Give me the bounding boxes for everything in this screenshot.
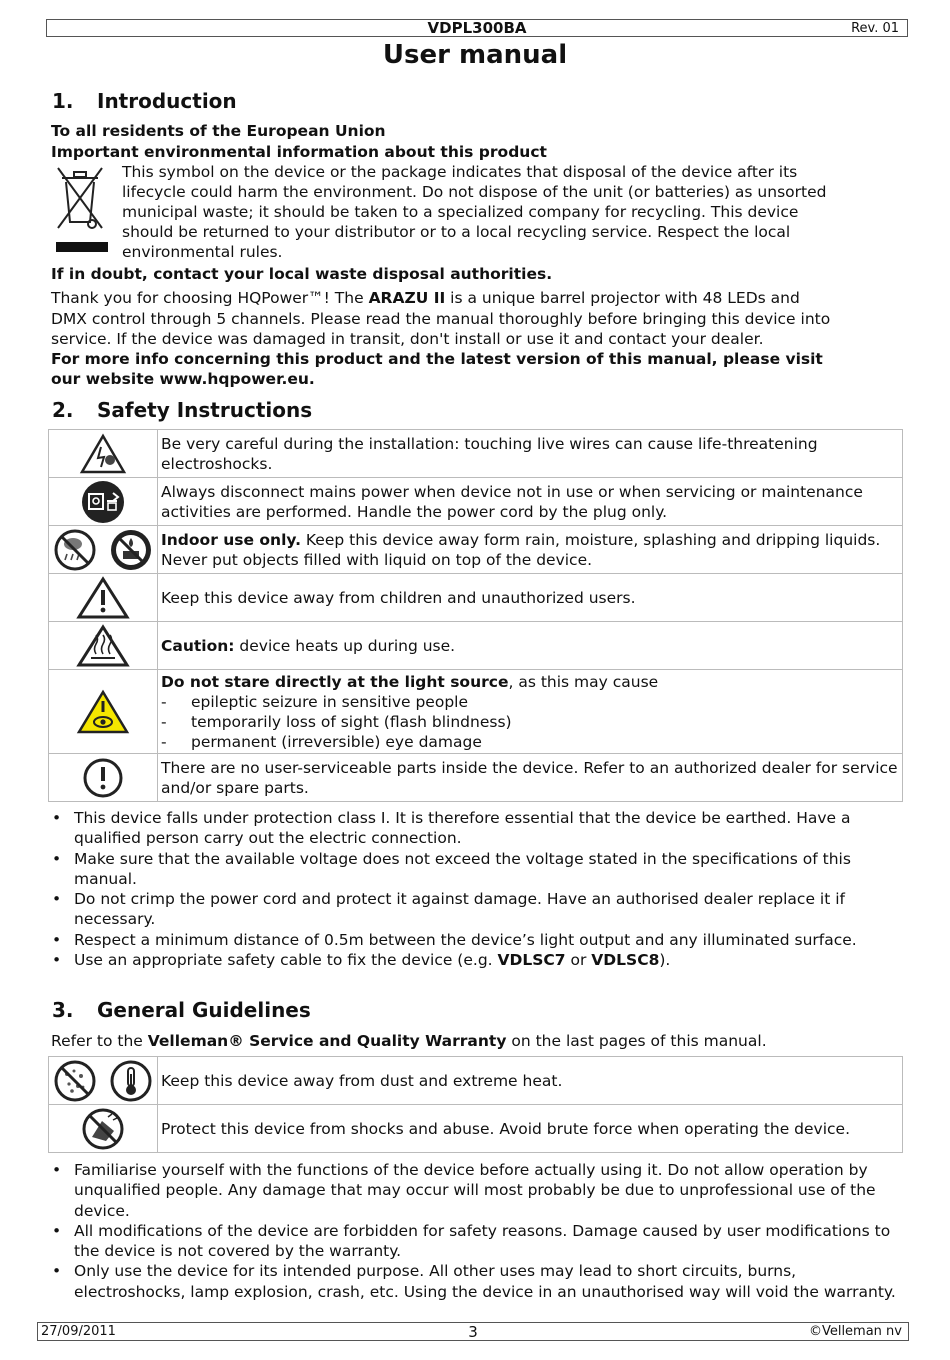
light-source-warning-icon xyxy=(49,670,158,754)
thanks-line: Thank you for choosing HQPower™! The ARAZU II is a unique barrel projector with 48 LEDs and xyxy=(51,289,800,307)
unplug-power-icon xyxy=(49,478,158,526)
environmental-heading: Important environmental information about this product xyxy=(51,143,547,161)
safety-row xyxy=(49,754,903,802)
page-footer xyxy=(37,1322,909,1341)
weee-line: This symbol on the device or the package indicates that disposal of the device after its xyxy=(122,163,798,181)
guideline-row xyxy=(49,1057,903,1105)
safety-text: Caution: device heats up during use. xyxy=(158,622,903,670)
no-shock-abuse-icon xyxy=(49,1105,158,1153)
safety-text: Always disconnect mains power when device not in use or when servicing or maintenance activities are performed. Handle the power cord by the plug only. xyxy=(158,478,903,526)
weee-line: municipal waste; it should be taken to a specialized company for recycling. This device xyxy=(122,203,799,221)
electric-shock-warning-icon xyxy=(49,430,158,478)
document-title: User manual xyxy=(382,40,568,70)
more-info-line: our website www.hqpower.eu. xyxy=(51,370,315,388)
risk-item: - epileptic seizure in sensitive people xyxy=(161,692,469,711)
thanks-line: service. If the device was damaged in transit, don't install or use it and contact your dealer. xyxy=(51,330,764,348)
section-heading-introduction xyxy=(52,89,237,113)
weee-paragraph xyxy=(122,162,826,262)
bullet-item: • Use an appropriate safety cable to fix the device (e.g. VDLSC7 or VDLSC8). xyxy=(52,950,912,970)
section-heading-guidelines xyxy=(52,998,311,1022)
hot-surface-warning-icon xyxy=(49,622,158,670)
bullet-item: • Do not crimp the power cord and protect it against damage. Have an authorised dealer replace it if necessary. xyxy=(52,889,912,930)
model-number: VDPL300BA xyxy=(427,19,527,37)
safety-text: Do not stare directly at the light source, as this may cause - epileptic seizure in sensitive people - temporarily loss of sight (flash blindness) - permanent (irreversible) eye damage xyxy=(158,670,903,754)
dust-heat-icons xyxy=(49,1057,158,1105)
weee-bin-icon xyxy=(52,160,108,260)
risk-item: - permanent (irreversible) eye damage xyxy=(161,732,482,751)
bullet-item: • Respect a minimum distance of 0.5m between the device’s light output and any illuminated surface. xyxy=(52,930,912,950)
page-header xyxy=(46,19,908,37)
safety-text: There are no user-serviceable parts inside the device. Refer to an authorized dealer for service and/or spare parts. xyxy=(158,754,903,802)
warranty-reference: Refer to the Velleman® Service and Quality Warranty on the last pages of this manual. xyxy=(51,1032,767,1050)
bullet-item: • Familiarise yourself with the functions of the device before actually using it. Do not allow operation by unqualified people. Any damage that may occur will most probably be due to unprofessional use of the device. xyxy=(52,1160,912,1221)
section-heading-safety xyxy=(52,398,312,422)
bullet-item: • All modifications of the device are forbidden for safety reasons. Damage caused by user modifications to the device is not covered by the warranty. xyxy=(52,1221,912,1262)
product-code: VDLSC7 xyxy=(497,951,566,970)
section-number: 2. xyxy=(52,398,74,422)
footer-date: 27/09/2011 xyxy=(41,1324,116,1339)
section-title: General Guidelines xyxy=(97,998,311,1022)
weee-line: lifecycle could harm the environment. Do not dispose of the unit (or batteries) as unsorted xyxy=(122,183,827,201)
guideline-row xyxy=(49,1105,903,1153)
guideline-text: Keep this device away from dust and extreme heat. xyxy=(158,1057,903,1105)
safety-row xyxy=(49,622,903,670)
thanks-line: DMX control through 5 channels. Please read the manual thoroughly before bringing this device into xyxy=(51,310,831,328)
general-warning-icon xyxy=(49,574,158,622)
bullet-item: • Make sure that the available voltage does not exceed the voltage stated in the specifications of this manual. xyxy=(52,849,912,890)
safety-table xyxy=(48,429,903,802)
guidelines-table xyxy=(48,1056,903,1153)
safety-emphasis: Caution: xyxy=(161,636,235,655)
no-dust-icon xyxy=(52,1059,98,1103)
safety-row xyxy=(49,574,903,622)
no-rain-icon xyxy=(53,528,97,572)
warranty-name: Velleman® Service and Quality Warranty xyxy=(147,1032,507,1050)
thermometer-icon xyxy=(108,1059,154,1103)
no-liquid-icon xyxy=(109,528,153,572)
section-title: Introduction xyxy=(97,89,237,113)
guidelines-bullet-list xyxy=(52,1160,912,1302)
waste-authorities-line: If in doubt, contact your local waste disposal authorities. xyxy=(51,265,553,283)
safety-row xyxy=(49,526,903,574)
footer-copyright: ©Velleman nv xyxy=(808,1324,902,1339)
section-number: 1. xyxy=(52,89,74,113)
safety-text: Indoor use only. Keep this device away form rain, moisture, splashing and dripping liquids. Never put objects filled with liquid on top of the device. xyxy=(158,526,903,574)
weee-line: should be returned to your distributor or to a local recycling service. Respect the local xyxy=(122,223,791,241)
bullet-item: • This device falls under protection class I. It is therefore essential that the device be earthed. Have a qualified person carry out the electric connection. xyxy=(52,808,912,849)
guideline-text: Protect this device from shocks and abuse. Avoid brute force when operating the device. xyxy=(158,1105,903,1153)
more-info-line: For more info concerning this product and the latest version of this manual, please visit xyxy=(51,350,823,368)
page-number: 3 xyxy=(468,1323,478,1341)
weee-line: environmental rules. xyxy=(122,243,283,261)
product-name: ARAZU II xyxy=(368,289,446,307)
section-title: Safety Instructions xyxy=(97,398,313,422)
section-number: 3. xyxy=(52,998,74,1022)
eu-residents-line: To all residents of the European Union xyxy=(51,122,386,140)
safety-row xyxy=(49,478,903,526)
risk-item: - temporarily loss of sight (flash blindness) xyxy=(161,712,512,731)
exclamation-circle-icon xyxy=(49,754,158,802)
revision-label: Rev. 01 xyxy=(851,21,899,36)
bullet-item: • Only use the device for its intended purpose. All other uses may lead to short circuits, burns, electroshocks, lamp explosion, crash, etc. Using the device in an unauthorised way will void the warranty. xyxy=(52,1261,912,1302)
safety-row xyxy=(49,670,903,754)
safety-text: Be very careful during the installation: touching live wires can cause life-threatening electroshocks. xyxy=(158,430,903,478)
safety-row xyxy=(49,430,903,478)
safety-emphasis: Indoor use only. xyxy=(161,530,301,549)
safety-text: Keep this device away from children and unauthorized users. xyxy=(158,574,903,622)
product-code: VDLSC8 xyxy=(591,951,660,970)
indoor-use-icons xyxy=(49,526,158,574)
safety-emphasis: Do not stare directly at the light source xyxy=(161,672,509,691)
safety-bullet-list xyxy=(52,808,912,970)
